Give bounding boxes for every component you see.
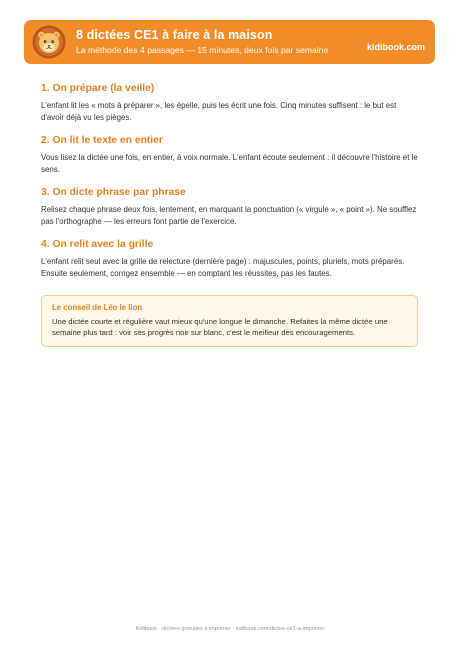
header-titles	[76, 28, 367, 56]
page-title: 8 dictées CE1 à faire à la maison	[76, 28, 273, 42]
step-heading: 1. On prépare (la veille)	[41, 83, 155, 94]
page-header	[24, 20, 435, 64]
step-section	[41, 82, 421, 124]
step-section	[41, 238, 421, 280]
tip-text: Une dictée courte et régulière vaut mieux qu'une longue le dimanche. Refaites la même dictée une semaine plus tard : voir ses progrès noir sur blanc, c'est le meilleur des encouragements.	[52, 317, 388, 337]
method-steps	[41, 82, 421, 290]
tip-box	[41, 295, 418, 347]
lion-mascot-icon	[30, 23, 68, 61]
step-heading: 3. On dicte phrase par phrase	[41, 187, 186, 198]
step-text: Vous lisez la dictée une fois, en entier, à voix normale. L'enfant écoute seulement : il découvre l'histoire et le sens.	[41, 153, 418, 174]
step-text: L'enfant relit seul avec la grille de relecture (dernière page) : majuscules, points, pluriels, mots préparés. Ensuite seulement, corrigez ensemble — en comptant les réussites, pas les fautes.	[41, 257, 405, 278]
step-section	[41, 134, 421, 176]
page-subtitle: La méthode des 4 passages — 15 minutes, deux fois par semaine	[76, 45, 329, 55]
page-footer: Kidibook · dictées gratuites à imprimer · kidibook.com/dictee-ce1-a-imprimer	[135, 626, 325, 632]
step-section	[41, 186, 421, 228]
step-heading: 2. On lit le texte en entier	[41, 135, 163, 146]
step-text: Relisez chaque phrase deux fois, lentement, en marquant la ponctuation (« virgule », « point »). Ne soufflez pas l'orthographe — les erreurs font partie de l'exercice.	[41, 205, 417, 226]
brand-link[interactable]: kidibook.com	[366, 42, 425, 52]
step-text: L'enfant lit les « mots à préparer », les épelle, puis les écrit une fois. Cinq minutes suffisent : le but est d'avoir déjà vu les pièges.	[41, 101, 397, 122]
step-heading: 4. On relit avec la grille	[41, 239, 154, 250]
tip-title: Le conseil de Léo le lion	[52, 303, 143, 312]
